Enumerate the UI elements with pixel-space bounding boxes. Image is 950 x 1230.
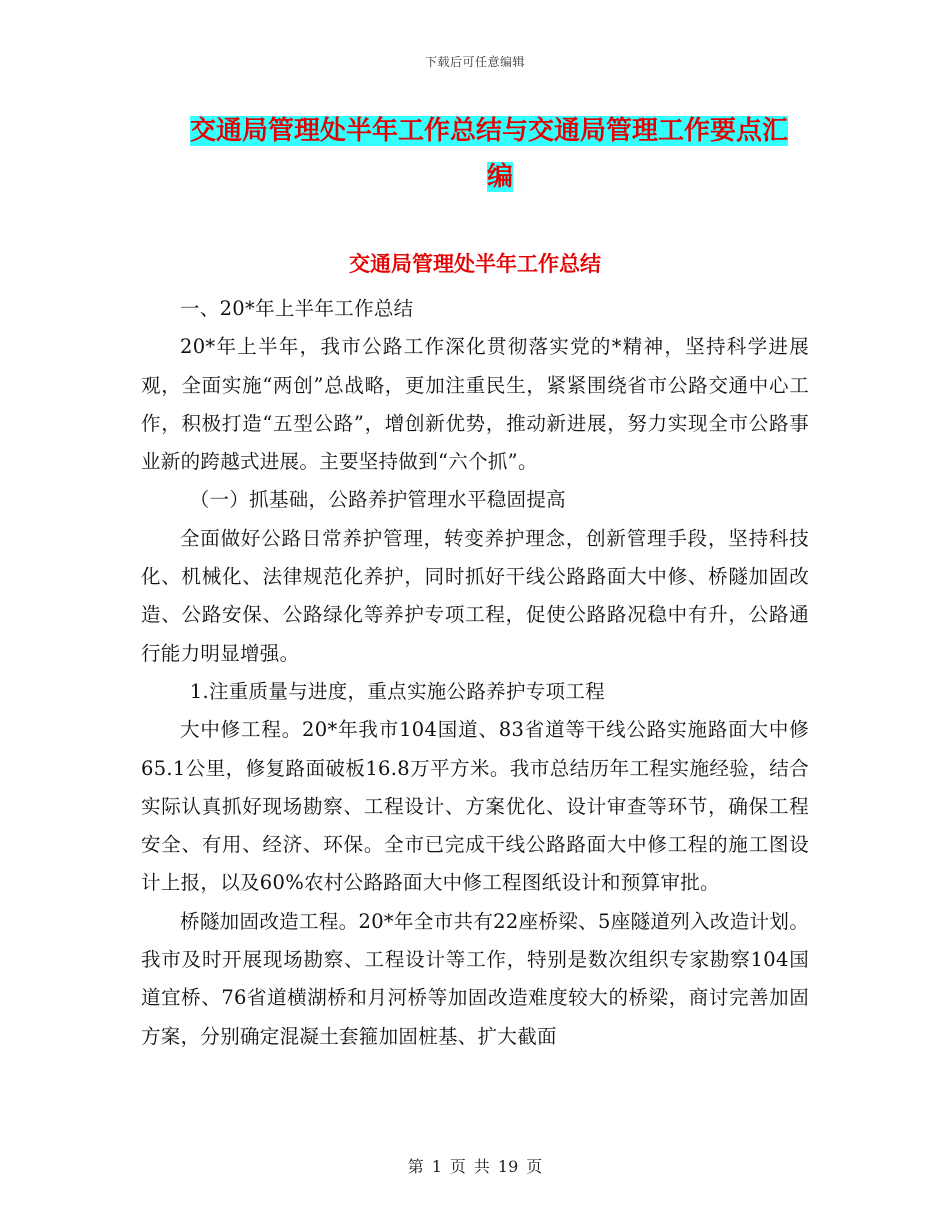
page-footer	[0, 1154, 950, 1177]
footer-total-pages: 19	[497, 1157, 519, 1176]
heading-first-half-summary: 一、20*年上半年工作总结	[180, 297, 414, 320]
paragraph-overhaul: 大中修工程。20*年我市104国道、83省道等干线公路实施路面大中修65.1公里，修复路面破板16.8万平方米。我市总结历年工程实施经验，结合实际认真抓好现场勘察、工程设计、方案优化、设计审查等环节，确保工程安全、有用、经济、环保。全市已完成干线公路路面大中修工程的施工图设计上报，以及60%农村公路路面大中修工程图纸设计和预算审批。	[141, 718, 809, 895]
heading-grasp-basics: （一）抓基础，公路养护管理水平稳固提高	[189, 488, 566, 512]
paragraph-intro: 20*年上半年，我市公路工作深化贯彻落实党的*精神，坚持科学进展观，全面实施“两创”总战略，更加注重民生，紧紧围绕省市公路交通中心工作，积极打造“五型公路”，增创新优势，推动新进展，努力实现全市公路事业新的跨越式进展。主要坚持做到“六个抓”。	[141, 335, 809, 474]
footer-label-ye: 页	[449, 1157, 466, 1176]
footer-label-di: 第	[407, 1157, 424, 1176]
main-title-line2: 编	[486, 162, 513, 192]
body-text	[141, 290, 809, 1056]
main-title	[190, 108, 810, 200]
section-title: 交通局管理处半年工作总结	[349, 251, 601, 276]
paragraph-bridge-tunnel: 桥隧加固改造工程。20*年全市共有22座桥梁、5座隧道列入改造计划。我市及时开展现场勘察、工程设计等工作，特别是数次组织专家勘察104国道宜桥、76省道横湖桥和月河桥等加固改造难度较大的桥梁，商讨完善加固方案，分别确定混凝土套箍加固桩基、扩大截面	[141, 909, 809, 1048]
paragraph-maintenance: 全面做好公路日常养护管理，转变养护理念，创新管理手段，坚持科技化、机械化、法律规范化养护，同时抓好干线公路路面大中修、桥隧加固改造、公路安保、公路绿化等养护专项工程，促使公路路况稳中有升，公路通行能力明显增强。	[141, 526, 809, 665]
footer-page-number: 1	[431, 1157, 442, 1176]
header-note: 下载后可任意编辑	[424, 55, 525, 69]
footer-label-ye-2: 页	[526, 1157, 543, 1176]
main-title-line1: 交通局管理处半年工作总结与交通局管理工作要点汇	[190, 116, 789, 146]
heading-quality-progress: 1.注重质量与进度，重点实施公路养护专项工程	[189, 679, 605, 703]
footer-label-gong: 共	[473, 1157, 490, 1176]
